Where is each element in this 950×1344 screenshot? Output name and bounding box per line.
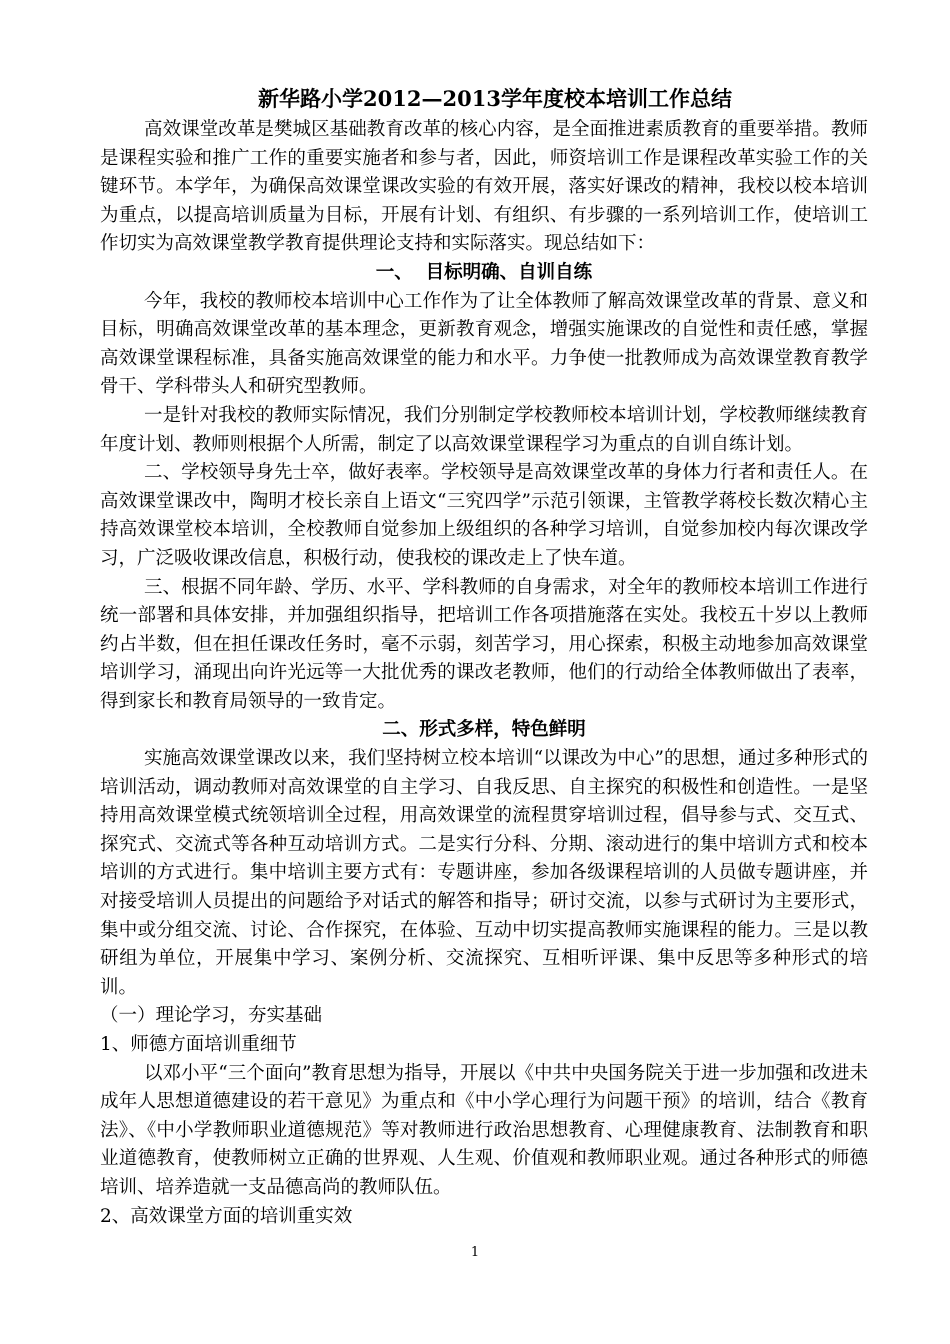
section-1-paragraph-3: 二、学校领导身先士卒，做好表率。学校领导是高效课堂改革的身体力行者和责任人。在高效课堂课改中，陶明才校长亲自上语文“三究四学”示范引领课，主管教学蒋校长数次精心主持高效课堂校本培训，全校教师自觉参加上级组织的各种学习培训，自觉参加校内每次课改学习，广泛吸收课改信息，积极行动，使我校的课改走上了快车道。 <box>100 462 868 569</box>
section-2-paragraph: 实施高效课堂课改以来，我们坚持树立校本培训“以课改为中心”的思想，通过多种形式的培训活动，调动教师对高效课堂的自主学习、自我反思、自主探究的积极性和创造性。一是坚持用高效课堂模式统领培训全过程，用高效课堂的流程贯穿培训过程，倡导参与式、交互式、探究式、交流式等各种互动培训方式。二是实行分科、分期、滚动进行的集中培训方式和校本培训的方式进行。集中培训主要方式有：专题讲座，参加各级课程培训的人员做专题讲座，并对接受培训人员提出的问题给予对话式的解答和指导；研讨交流，以参与式研讨为主要形式，集中或分组交流、讨论、合作探究，在体验、互动中切实提高教师实施课程的能力。三是以教研组为单位，开展集中学习、案例分析、交流探究、互相听评课、集中反思等多种形式的培训。 <box>100 748 868 998</box>
page-number: 1 <box>470 1245 480 1260</box>
section-1-heading: 一、 目标明确、自训自练 <box>375 261 593 283</box>
section-1-paragraph-4: 三、根据不同年龄、学历、水平、学科教师的自身需求，对全年的教师校本培训工作进行统一部署和具体安排，并加强组织指导，把培训工作各项措施落在实处。我校五十岁以上教师约占半数，但在担任课改任务时，毫不示弱，刻苦学习，用心探索，积极主动地参加高效课堂培训学习，涌现出向许光远等一大批优秀的课改老教师，他们的行动给全体教师做出了表率，得到家长和教育局领导的一致肯定。 <box>100 576 868 712</box>
section-2-heading: 二、形式多样，特色鲜明 <box>382 719 586 741</box>
document-page <box>100 82 868 1231</box>
subsection-theory-study: （一）理论学习，夯实基础 <box>100 1005 323 1027</box>
item-1-label: 1、师德方面培训重细节 <box>100 1034 297 1055</box>
document-title: 新华路小学2012—2013学年度校本培训工作总结 <box>258 86 732 111</box>
intro-paragraph: 高效课堂改革是樊城区基础教育改革的核心内容，是全面推进素质教育的重要举措。教师是课程实验和推广工作的重要实施者和参与者，因此，师资培训工作是课程改革实验工作的关键环节。本学年，为确保高效课堂课改实验的有效开展，落实好课改的精神，我校以校本培训为重点，以提高培训质量为目标，开展有计划、有组织、有步骤的一系列培训工作，使培训工作切实为高效课堂教学教育提供理论支持和实际落实。现总结如下： <box>100 119 868 255</box>
item-1-paragraph: 以邓小平“三个面向”教育思想为指导，开展以《中共中央国务院关于进一步加强和改进未成年人思想道德建设的若干意见》为重点和《中小学心理行为问题干预》的培训，结合《教育法》、《中小学教师职业道德规范》等对教师进行政治思想教育、心理健康教育、法制教育和职业道德教育，使教师树立正确的世界观、人生观、价值观和教师职业观。通过各种形式的师德培训、培养造就一支品德高尚的教师队伍。 <box>100 1062 868 1198</box>
item-2-label: 2、高效课堂方面的培训重实效 <box>100 1205 353 1227</box>
section-1-paragraph-2: 一是针对我校的教师实际情况，我们分别制定学校教师校本培训计划，学校教师继续教育年度计划、教师则根据个人所需，制定了以高效课堂课程学习为重点的自训自练计划。 <box>100 404 868 455</box>
section-1-paragraph-1: 今年，我校的教师校本培训中心工作作为了让全体教师了解高效课堂改革的背景、意义和目标，明确高效课堂改革的基本理念，更新教育观念，增强实施课改的自觉性和责任感，掌握高效课堂课程标准，具备实施高效课堂的能力和水平。力争使一批教师成为高效课堂教育教学骨干、学科带头人和研究型教师。 <box>100 290 868 398</box>
